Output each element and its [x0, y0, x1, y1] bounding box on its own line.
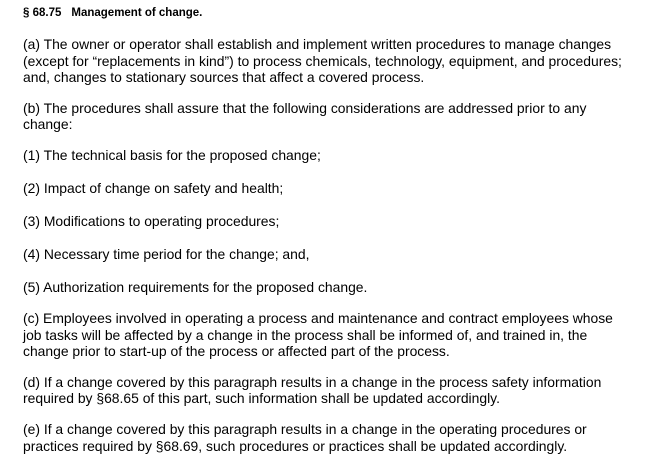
paragraph-b4: (4) Necessary time period for the change; and,	[23, 246, 310, 263]
paragraph-e: (e) If a change covered by this paragraph results in a change in the operating procedures or practices required by §68.69, such procedures or practices shall be updated accordingly.	[23, 420, 587, 454]
paragraph-b2: (2) Impact of change on safety and health;	[23, 180, 284, 197]
regulation-document	[23, 6, 651, 454]
paragraph-a: (a) The owner or operator shall establish and implement written procedures to manage changes (except for “replacements in kind”) to process chemicals, technology, equipment, and procedures; and, changes to stationary sources that affect a covered process.	[23, 36, 622, 86]
paragraph-b: (b) The procedures shall assure that the following considerations are addressed prior to any change:	[23, 99, 587, 133]
paragraph-b1: (1) The technical basis for the proposed change;	[23, 146, 321, 163]
paragraph-b3: (3) Modifications to operating procedures;	[23, 213, 280, 230]
section-heading	[23, 6, 651, 20]
paragraph-d: (d) If a change covered by this paragraph results in a change in the process safety information required by §68.65 of this part, such information shall be updated accordingly.	[23, 373, 602, 407]
section-title: Management of change.	[71, 7, 203, 19]
paragraph-b5: (5) Authorization requirements for the proposed change.	[23, 279, 368, 296]
section-number: § 68.75	[23, 7, 62, 19]
paragraph-c: (c) Employees involved in operating a process and maintenance and contract employees whose job tasks will be affected by a change in the process shall be informed of, and trained in, the change prior to start-up of the process or affected part of the process.	[23, 309, 613, 360]
